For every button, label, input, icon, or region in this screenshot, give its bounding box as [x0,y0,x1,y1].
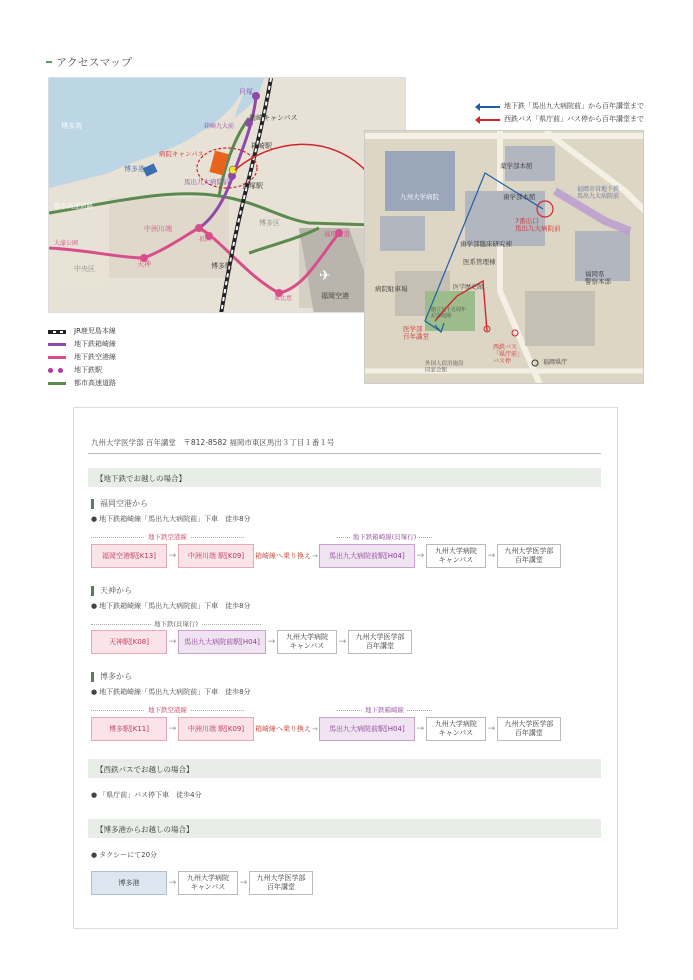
arrow-icon: → [168,878,177,888]
map-label: 箱崎キャンパス [249,114,298,122]
map-label: 中央区 [74,265,95,273]
destination-box: 九州大学病院 キャンパス [277,630,337,654]
transfer-label: 箱崎線へ乗り換え→ [255,552,318,560]
map-label: 歯学部臨床研究棟 [460,240,512,248]
route-flow-tenjin [91,630,412,654]
map-label: 医系管理棟 [463,258,496,266]
destination-box: 九州大学医学部 百年講堂 [497,717,561,741]
section-title [46,54,132,70]
route-flow-airport [91,544,561,568]
hakozaki-line-label: 地下鉄箱崎線 [337,705,432,714]
map-label: 貝塚 [239,88,253,96]
map-label: 馬出九大病院前 [184,178,230,186]
arrow-icon: → [168,551,177,561]
map-label: 博多区 [259,219,280,227]
arrow-icon: → [487,724,496,734]
legend-row [48,377,116,390]
legend-label: JR鹿児島本線 [74,327,116,335]
station-dot [195,224,203,232]
access-info-box [73,407,618,929]
from-airport-title: 福岡空港から [91,499,148,509]
destination-box: 九州大学病院 キャンパス [426,717,486,741]
map-connector-arrow [230,135,380,185]
station-box: 馬出九大病院前駅[H04] [319,544,415,568]
from-airport-note: ● 地下鉄箱崎線「馬出九大病院前」下車 徒歩8分 [91,514,251,524]
map-label: 外国人宿泊施設同窓会館 [425,361,464,374]
map-label: 医学歴史館 [453,284,484,291]
map-legend [48,325,116,390]
map-label: 都市高速道路 [54,202,93,210]
map-label: 医学部百年講堂 [403,325,429,341]
transfer-label: 箱崎線へ乗り換え→ [255,725,318,733]
plane-icon: ✈ [319,268,331,284]
address: 九州大学医学部 百年講堂 〒812-8582 福岡市東区馬出３丁目１番１号 [91,438,335,447]
building [525,291,595,346]
from-tenjin-title: 天神から [91,586,132,596]
map-label: 福岡空港 [321,292,349,300]
arrow-icon: → [416,551,425,561]
map-label: 博多湾 [61,122,82,130]
detail-map [364,130,644,384]
station-box: 中洲川端 駅[K09] [178,544,254,568]
arrow-icon: → [168,724,177,734]
map-label: 病院駐車場 [375,285,408,293]
station-box: 馬出九大病院前駅[H04] [319,717,415,741]
map-label: 福岡空港 [324,230,350,238]
station-dot [252,92,260,100]
map-label: 天神 [137,260,151,268]
route-legend [478,100,644,126]
port-header: 【博多港からお越しの場合】 [88,819,601,838]
map-label: 創立七十五周年記念庭園 [431,307,467,319]
divider [88,453,601,454]
destination-box: 九州大学医学部 百年講堂 [249,871,313,895]
arrow-icon: → [338,637,347,647]
station-box: 福岡空港駅[K13] [91,544,167,568]
legend-row [48,351,116,364]
arrow-icon: → [487,551,496,561]
hakozaki-line-swatch [48,343,66,346]
station-box: 中洲川端 駅[K09] [178,717,254,741]
hakozaki-line-label: 地下鉄箱崎線(貝塚行) [337,532,432,541]
from-hakata-note: ● 地下鉄箱崎線「馬出九大病院前」下車 徒歩8分 [91,687,251,697]
legend-label: 地下鉄空港線 [74,353,116,361]
area-map [48,77,406,313]
map-label: 吉塚駅 [242,182,263,190]
detail-map-svg [365,131,644,384]
map-label: 病院キャンパス [159,150,205,158]
station-box: 博多駅[K11] [91,717,167,741]
map-label: 東比恵 [274,295,293,302]
destination-box: 九州大学医学部 百年講堂 [348,630,412,654]
red-arrow-icon [478,119,500,121]
tenjin-line-label: 地下鉄(貝塚行) [91,619,261,628]
arrow-icon: → [239,878,248,888]
map-label: 中洲川端 [144,225,172,233]
map-label: 7番出口馬出九大病院前 [515,217,561,233]
destination-box: 九州大学医学部 百年講堂 [497,544,561,568]
legend-row [48,325,116,338]
subway-header: 【地下鉄でお越しの場合】 [88,468,601,487]
route-flow-hakata [91,717,561,741]
airport-line-swatch [48,356,66,359]
map-label: 箱崎九大前 [204,123,235,130]
route-flow-port [91,871,313,895]
map-label: 博多港 [124,165,145,173]
legend-label: 地下鉄箱崎線 [74,340,116,348]
station-box: 博多港 [91,871,167,895]
station-box: 馬出九大病院前駅[H04] [178,630,266,654]
area-map-svg [49,78,406,313]
title-marker [46,61,52,63]
from-hakata-title: 博多から [91,672,132,682]
station-box: 天神駅[K08] [91,630,167,654]
building [380,216,425,251]
station-dots-icon [48,368,66,373]
map-label: 福岡県警察本部 [585,270,611,286]
building-hospital [385,151,455,211]
destination-box: 九州大学病院 キャンパス [426,544,486,568]
port-note: ● タクシーにて20分 [91,850,157,860]
arrow-icon: → [416,724,425,734]
map-label: 祇園 [199,236,212,243]
map-label: 大濠公園 [54,240,79,247]
route-legend-label: 地下鉄「馬出九大病院前」から百年講堂まで [504,102,644,110]
map-label: 西鉄バス「県庁前」バス停 [493,344,524,365]
bus-note: ● 「県庁前」バス停下車 徒歩4分 [91,790,202,800]
airport-line-label: 地下鉄空港線 [91,705,244,714]
map-label: 福岡県庁 [543,359,568,366]
route-legend-subway [478,100,644,113]
map-label: 歯学部本館 [503,193,536,201]
map-label: 九州大学病院 [400,193,439,201]
map-label: 箱崎駅 [251,142,272,150]
airport-line-label: 地下鉄空港線 [91,532,244,541]
destination-box: 九州大学病院 キャンパス [178,871,238,895]
map-label: 博多駅 [211,262,232,270]
legend-label: 地下鉄駅 [74,366,102,374]
expressway-swatch [48,382,66,385]
legend-label: 都市高速道路 [74,379,116,387]
arrow-icon: → [168,637,177,647]
map-label: 福岡市営地下鉄馬出九大病院前 [577,186,620,200]
route-legend-label: 西鉄バス「県庁前」バス停から百年講堂まで [504,115,644,123]
bus-header: 【西鉄バスでお越しの場合】 [88,759,601,778]
legend-row [48,364,116,377]
jr-line-swatch [48,330,66,334]
route-legend-bus [478,113,644,126]
section-title-text: アクセスマップ [56,56,133,69]
blue-arrow-icon [478,106,500,108]
map-label: 薬学部本館 [500,162,533,170]
arrow-icon: → [267,637,276,647]
legend-row [48,338,116,351]
from-tenjin-note: ● 地下鉄箱崎線「馬出九大病院前」下車 徒歩8分 [91,601,251,611]
